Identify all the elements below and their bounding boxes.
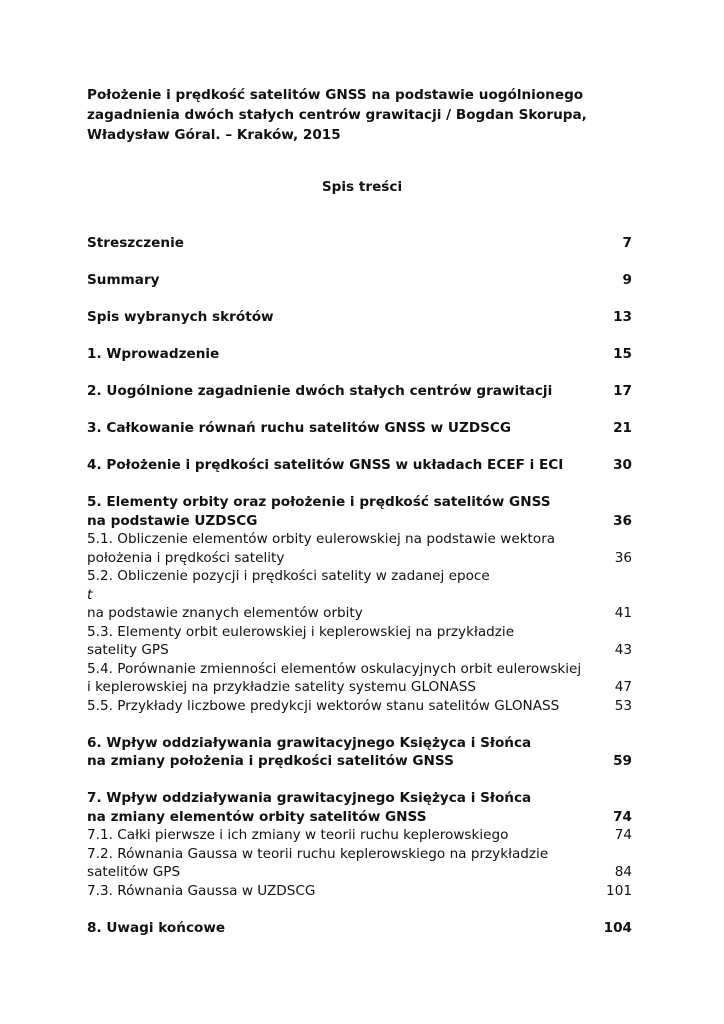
entry-label: 7.2. Równania Gaussa w teorii ruchu keplerowskiego na przykładzie (87, 845, 549, 862)
entry-label: położenia i prędkości satelity (87, 549, 285, 566)
entry-label: 7.3. Równania Gaussa w UZDSCG (87, 882, 316, 899)
entry-page-number: 13 (613, 309, 632, 325)
entry-label: na podstawie UZDSCG (87, 512, 258, 529)
title-line: zagadnienia dwóch stałych centrów grawitacji / Bogdan Skorupa, (87, 107, 587, 123)
entry-page-number: 21 (613, 420, 632, 436)
entry-label: 7.1. Całki pierwsze i ich zmiany w teorii ruchu keplerowskiego (87, 827, 509, 843)
entry-page-number: 30 (613, 457, 632, 473)
entry-label: 1. Wprowadzenie (87, 346, 220, 362)
entry-page-number: 36 (613, 512, 632, 529)
title-line: Władysław Góral. – Kraków, 2015 (87, 127, 341, 143)
entry-label: 5.4. Porównanie zmienności elementów oskulacyjnych orbit eulerowskiej (87, 660, 582, 677)
table-of-contents (87, 234, 632, 937)
entry-page-number: 101 (606, 882, 632, 899)
entry-page-number: 104 (603, 919, 632, 936)
entry-label: 5. Elementy orbity oraz położenie i prędkość satelitów GNSS (87, 494, 551, 510)
toc-entry-chapter-6 (87, 734, 632, 771)
entry-page-number: 47 (614, 679, 632, 695)
entry-label: 5.3. Elementy orbit eulerowskiej i keplerowskiej na przykładzie (87, 623, 515, 640)
entry-label: satelitów GPS (87, 864, 181, 880)
entry-label: na podstawie znanych elementów orbity (87, 605, 363, 621)
entry-page-number: 15 (613, 346, 632, 362)
toc-entry-chapter-2 (87, 382, 632, 401)
toc-heading: Spis treści (321, 179, 403, 195)
entry-page-number: 17 (613, 383, 632, 399)
entry-page-number: 53 (614, 697, 632, 714)
toc-entry-chapter-3 (87, 419, 632, 438)
entry-page-number: 36 (614, 549, 632, 566)
toc-entry-section-7-3 (87, 882, 632, 901)
entry-page-number: 9 (622, 272, 632, 288)
toc-entry-chapter-5 (87, 493, 632, 530)
entry-label: 2. Uogólnione zagadnienie dwóch stałych centrów grawitacji (87, 383, 553, 399)
toc-entry-section-5-4 (87, 660, 632, 697)
toc-entry-section-5-5 (87, 697, 632, 716)
toc-entry-chapter-4 (87, 456, 632, 475)
toc-entry-chapter-7 (87, 789, 632, 826)
entry-label: 6. Wpływ oddziaływania grawitacyjnego Księżyca i Słońca (87, 734, 532, 751)
toc-entry-chapter-8 (87, 919, 632, 938)
entry-label: na zmiany położenia i prędkości satelitów GNSS (87, 753, 454, 769)
entry-label: na zmiany elementów orbity satelitów GNSS (87, 808, 427, 825)
entry-label: 4. Położenie i prędkości satelitów GNSS w układach ECEF i ECI (87, 457, 564, 473)
toc-entry-section-7-2 (87, 845, 632, 882)
toc-entry-section-5-3 (87, 623, 632, 660)
toc-entry-summary (87, 271, 632, 290)
entry-page-number: 43 (614, 642, 632, 658)
title-line: Położenie i prędkość satelitów GNSS na podstawie uogólnionego (87, 87, 584, 103)
entry-page-number: 7 (622, 235, 632, 251)
entry-label: Spis wybranych skrótów (87, 309, 274, 325)
toc-entry-streszczenie (87, 234, 632, 253)
entry-label: Summary (87, 272, 160, 288)
entry-label: 7. Wpływ oddziaływania grawitacyjnego Księżyca i Słońca (87, 790, 532, 806)
entry-label: 5.2. Obliczenie pozycji i prędkości satelity w zadanej epoce (87, 568, 490, 584)
toc-entry-section-5-2 (87, 567, 632, 623)
entry-label: 5.1. Obliczenie elementów orbity eulerowskiej na podstawie wektora (87, 531, 556, 547)
entry-label: Streszczenie (87, 235, 184, 251)
entry-page-number: 84 (614, 864, 632, 880)
entry-page-number: 74 (614, 827, 632, 843)
toc-entry-section-7-1 (87, 826, 632, 845)
entry-label: 5.5. Przykłady liczbowe predykcji wektorów stanu satelitów GLONASS (87, 697, 560, 714)
toc-entry-section-5-1 (87, 530, 632, 567)
entry-label: 8. Uwagi końcowe (87, 919, 226, 936)
entry-label: 3. Całkowanie równań ruchu satelitów GNSS w UZDSCG (87, 420, 512, 436)
entry-page-number: 59 (613, 753, 632, 769)
entry-page-number: 41 (614, 605, 632, 621)
entry-label: i keplerowskiej na przykładzie satelity systemu GLONASS (87, 679, 476, 695)
toc-entry-chapter-1 (87, 345, 632, 364)
epoch-symbol: t (87, 586, 93, 603)
entry-label: satelity GPS (87, 642, 169, 658)
entry-page-number: 74 (613, 808, 632, 825)
toc-entry-abbreviations (87, 308, 632, 327)
document-title (87, 85, 647, 145)
